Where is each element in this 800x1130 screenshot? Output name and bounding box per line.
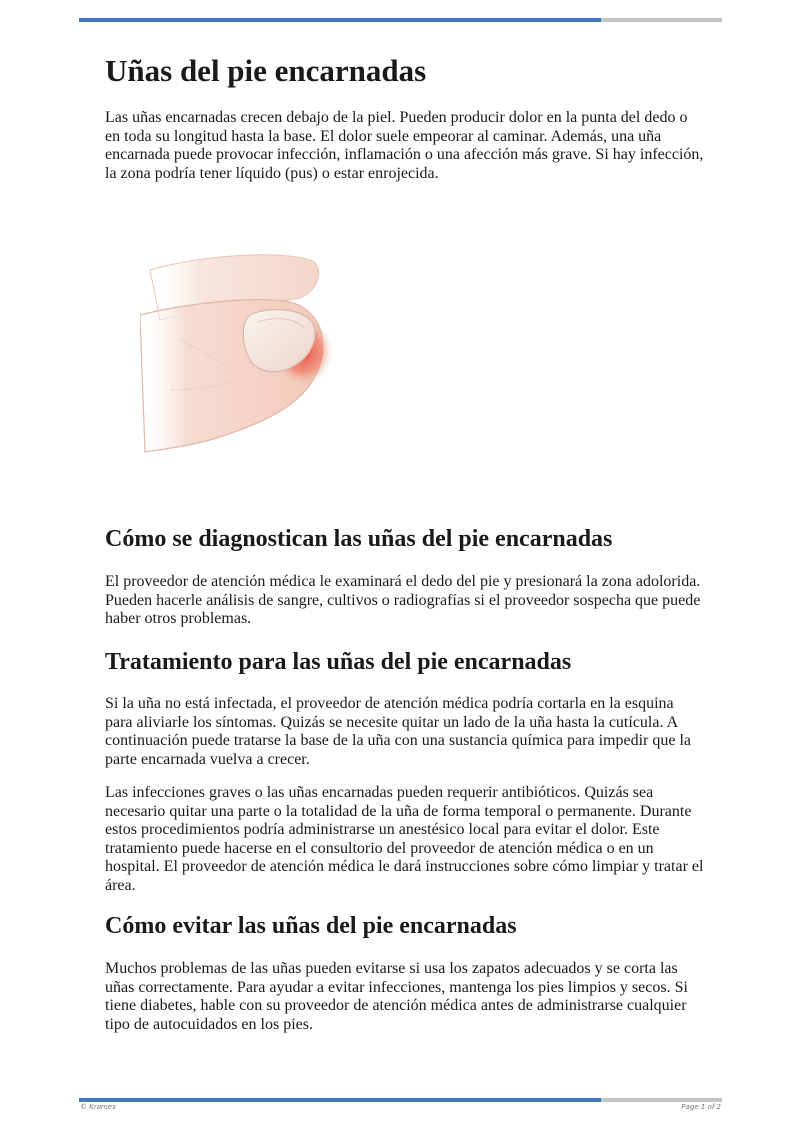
section-paragraph-prevention: Muchos problemas de las uñas pueden evitarse si usa los zapatos adecuados y se corta las uñas correctamente. Para ayudar a evitar infecciones, mantenga los pies limpios y secos. Si tiene diabetes, hable con su proveedor de atención médica antes de administrarse cualquier tipo de autocuidados en los pies. <box>105 960 688 1033</box>
section-heading-treatment: Tratamiento para las uñas del pie encarnadas <box>105 649 572 675</box>
footer-rule-accent <box>79 1098 601 1102</box>
footer-rule-gray <box>601 1098 722 1102</box>
ingrown-toenail-illustration <box>140 240 340 455</box>
section-heading-prevention: Cómo evitar las uñas del pie encarnadas <box>105 913 517 939</box>
section-paragraph-treatment-1: Si la uña no está infectada, el proveedor de atención médica podría cortarla en la esquina para aliviarle los síntomas. Quizás se necesite quitar un lado de la uña hasta la cutícula. A continuación puede tratarse la base de la uña con una sustancia química para impedir que la parte encarnada vuelva a crecer. <box>105 695 691 768</box>
footer-page-number: Page 1 of 2 <box>681 1103 721 1111</box>
footer-rule <box>79 1098 722 1102</box>
footer-copyright: © Krames <box>80 1103 116 1111</box>
header-rule <box>79 18 722 22</box>
intro-paragraph: Las uñas encarnadas crecen debajo de la piel. Pueden producir dolor en la punta del dedo o en toda su longitud hasta la base. El dolor suele empeorar al caminar. Además, una uña encarnada puede provocar infección, inflamación o una afección más grave. Si hay infección, la zona podría tener líquido (pus) o estar enrojecida. <box>105 109 704 182</box>
section-heading-diagnosis: Cómo se diagnostican las uñas del pie encarnadas <box>105 526 613 552</box>
page-title: Uñas del pie encarnadas <box>105 53 427 88</box>
intro-block <box>105 52 705 184</box>
header-rule-accent <box>79 18 601 22</box>
section-paragraph-treatment-2: Las infecciones graves o las uñas encarnadas pueden requerir antibióticos. Quizás sea necesario quitar una parte o la totalidad de la uña de forma temporal o permanente. Durante estos procedimientos podría administrarse un anestésico local para evitar el dolor. Este tratamiento puede hacerse en el consultorio del proveedor de atención médica o en un hospital. El proveedor de atención médica le dará instrucciones sobre cómo limpiar y tratar el área. <box>105 784 704 894</box>
header-rule-gray <box>601 18 722 22</box>
section-paragraph-diagnosis: El proveedor de atención médica le examinará el dedo del pie y presionará la zona adolorida. Pueden hacerle análisis de sangre, cultivos o radiografías si el proveedor sospecha que puede haber otros problemas. <box>105 573 701 628</box>
